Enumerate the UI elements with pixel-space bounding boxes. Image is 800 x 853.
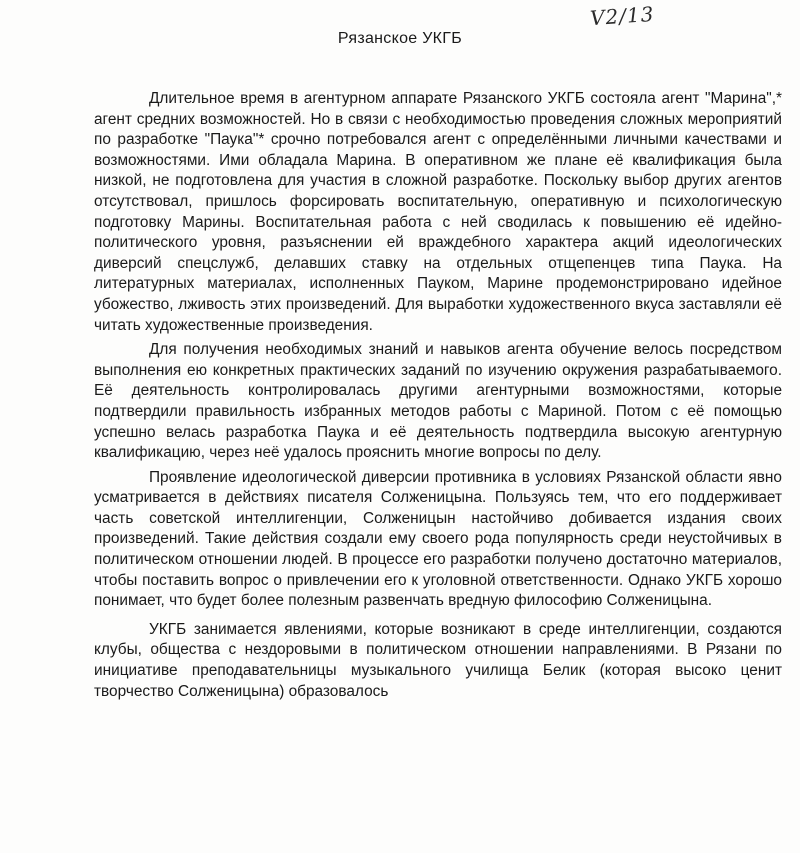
paragraph-4: УКГБ занимается явлениями, которые возникают в среде интеллигенции, создаются клубы, общества с нездоровыми в политическом отношении направлениями. В Рязани по инициативе преподавательницы музыкального училища Белик (которая высоко ценит творчество Солженицына) образовалось — [94, 620, 782, 700]
paragraph-3: Проявление идеологической диверсии противника в условиях Рязанской области явно усматривается в действиях писателя Солженицына. Пользуясь тем, что его поддерживает часть советской интеллигенции, Солженицын настойчиво добивается издания своих произведений. Такие действия создали ему своего рода популярность среди неустойчивых в политическом отношении людей. В процессе его разработки получено достаточно материалов, чтобы поставить вопрос о привлечении его к уголовной ответственности. Однако УКГБ хорошо понимает, что будет более полезным развенчать вредную философию Солженицына. — [94, 468, 782, 610]
paragraph-2: Для получения необходимых знаний и навыков агента обучение велось посредством выполнения ею конкретных практических заданий по изучению окружения разрабатываемого. Её деятельность контролировалась другими агентурными возможностями, которые подтвердили правильность избранных методов работы с Мариной. Потом с её помощью успешно велась разработка Паука и её деятельность подтвердила высокую агентурную квалификацию, через неё удалось прояснить многие вопросы по делу. — [94, 341, 782, 462]
paragraph-1: Длительное время в агентурном аппарате Рязанского УКГБ состояла агент "Марина",* агент средних возможностей. Но в связи с необходимостью проведения сложных мероприятий по разработке "Паука"* срочно потребовался агент с определёнными личными качествами и возможностями. Ими обладала Марина. В оперативном же плане её квалификация была низкой, не подготовлена для участия в сложной разработке. Поскольку выбор других агентов отсутствовал, пришлось форсировать воспитательную, оперативную и психологическую подготовку Марины. Воспитательная работа с ней сводилась к повышению её идейно-политического уровня, разъяснении ей враждебного характера акций идеологических диверсий спецслужб, делавших ставку на отдельных отщепенцев типа Паука. На литературных материалах, исполненных Пауком, Марине продемонстрировано идейное убожество, лживость этих произведений. Для выработки художественного вкуса заставляли её читать художественные произведения. — [94, 90, 782, 334]
handwritten-page-number: V2/13 — [589, 1, 656, 31]
document-body — [94, 89, 782, 702]
document-title: Рязанское УКГБ — [337, 30, 463, 47]
